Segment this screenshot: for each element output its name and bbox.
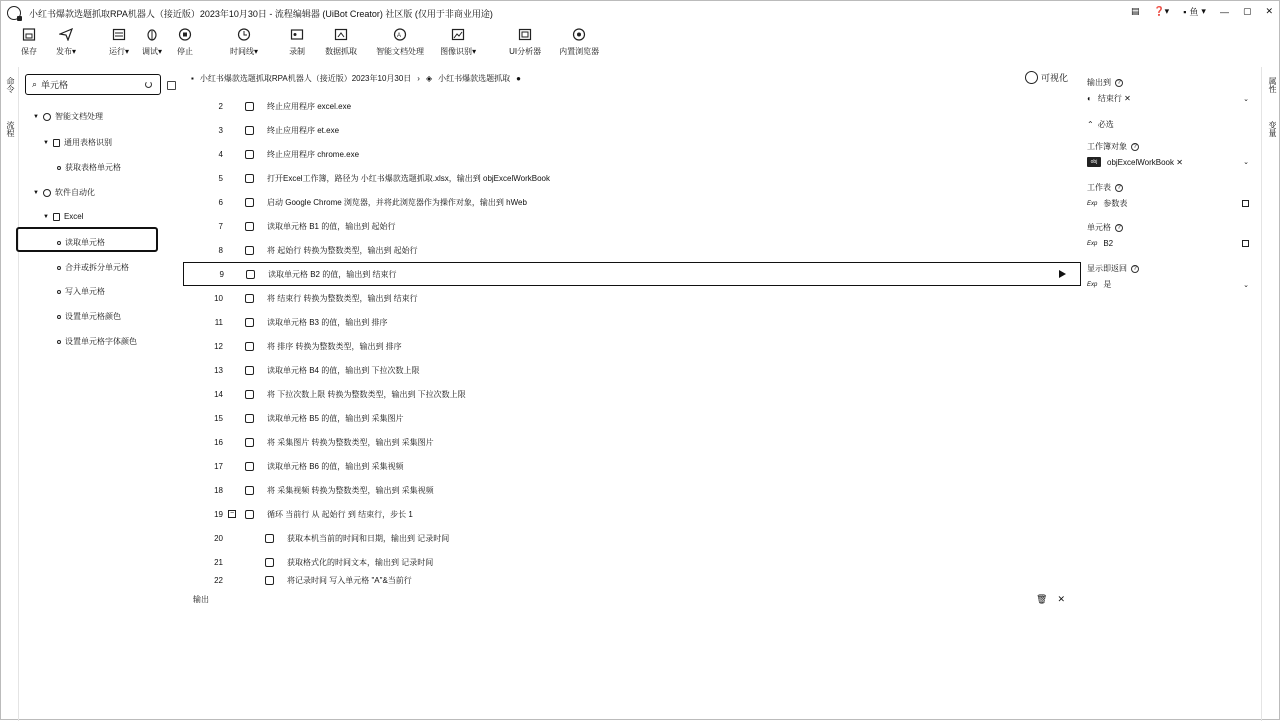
tree-merge-split-cell[interactable]: 合并或拆分单元格 [57, 262, 129, 273]
tree-set-cell-color[interactable]: 设置单元格颜色 [57, 311, 121, 322]
line-number: 22 [214, 575, 223, 585]
command-icon [245, 342, 254, 351]
help-icon[interactable]: ? [1131, 143, 1139, 151]
sheet-field[interactable]: Exp 参数表 [1087, 198, 1249, 209]
line-text: 读取单元格 B2 的值，输出到 结束行 [268, 269, 397, 279]
line-number: 3 [218, 125, 223, 135]
code-line[interactable] [183, 550, 1081, 574]
line-text: 将 采集视频 转换为整数类型，输出到 采集视频 [267, 485, 434, 495]
line-text: 将 采集图片 转换为整数类型，输出到 采集图片 [267, 437, 434, 447]
tree-table-recognition[interactable]: ▼ 通用表格识别 [43, 138, 112, 147]
left-rail [1, 67, 19, 721]
minimize-button[interactable]: — [1219, 6, 1229, 17]
line-number: 11 [214, 317, 223, 327]
line-text: 将记录时间 写入单元格 "A"&当前行 [287, 575, 412, 585]
search-icon: ⌕ [32, 79, 38, 89]
command-icon [245, 246, 254, 255]
automation-icon [43, 189, 51, 197]
table-icon [53, 139, 60, 147]
ui-analyzer-icon [518, 28, 532, 41]
line-text: 终止应用程序 et.exe [267, 125, 340, 135]
line-text: 将 下拉次数上限 转换为整数类型，输出到 下拉次数上限 [267, 389, 466, 399]
line-number: 7 [218, 221, 223, 231]
run-button[interactable]: 运行▾ [109, 25, 129, 57]
help-icon[interactable]: ? [1115, 224, 1123, 232]
code-line[interactable] [183, 286, 1081, 310]
line-number: 4 [218, 149, 223, 159]
line-text: 将 起始行 转换为整数类型，输出到 起始行 [267, 245, 418, 255]
file-icon: ▪ [191, 74, 194, 83]
line-text: 读取单元格 B1 的值，输出到 起始行 [267, 221, 396, 231]
status-dot-icon: ● [516, 74, 521, 83]
image-recognition-button[interactable]: 图像识别▾ [440, 25, 476, 57]
line-number: 9 [219, 269, 224, 279]
uibot-logo-icon [7, 6, 21, 20]
feedback-icon[interactable]: ▤ [1130, 6, 1140, 16]
command-icon [265, 534, 274, 543]
bullet-icon [57, 340, 61, 344]
line-number: 20 [214, 533, 223, 543]
tree-smart-doc[interactable]: ▼ 智能文档处理 [33, 112, 103, 121]
line-text: 读取单元格 B5 的值，输出到 采集图片 [267, 413, 404, 423]
line-text: 读取单元格 B3 的值，输出到 排序 [267, 317, 388, 327]
browser-icon [572, 28, 586, 41]
command-icon [245, 318, 254, 327]
bullet-icon [57, 266, 61, 270]
command-icon [246, 270, 255, 279]
publish-button[interactable]: 发布▾ [56, 25, 76, 57]
workbook-label: 工作簿对象 ? [1087, 141, 1139, 152]
breadcrumb-file[interactable]: 小红书爆款选题抓取RPA机器人（接近版）2023年10月30日 [199, 74, 412, 83]
output-panel-header [193, 589, 1073, 609]
line-text: 获取格式化的时间文本，输出到 记录时间 [287, 557, 434, 567]
command-icon [245, 390, 254, 399]
cell-field[interactable]: Exp B2 [1087, 239, 1249, 248]
help-icon[interactable]: ? [1115, 79, 1123, 87]
line-number: 17 [214, 461, 223, 471]
chevron-down-icon[interactable]: ⌄ [1243, 95, 1249, 103]
line-number: 19 [214, 509, 223, 519]
line-text: 终止应用程序 chrome.exe [267, 149, 360, 159]
data-grab-icon [334, 28, 348, 41]
loading-icon [145, 81, 152, 88]
line-number: 13 [214, 365, 223, 375]
workbook-field[interactable]: obj objExcelWorkBook ✕ ⌄ [1087, 157, 1249, 167]
excel-object-icon: obj [1087, 157, 1101, 167]
bullet-icon [57, 315, 61, 319]
line-number: 5 [218, 173, 223, 183]
code-line[interactable] [183, 334, 1081, 358]
flow-tab[interactable]: 流程 [6, 121, 15, 137]
bullet-icon [57, 241, 61, 245]
tree-excel[interactable]: ▼ Excel [43, 212, 84, 221]
line-text: 读取单元格 B6 的值，输出到 采集视频 [267, 461, 404, 471]
line-number: 14 [214, 389, 223, 399]
code-line[interactable] [183, 166, 1081, 190]
ai-doc-icon [43, 113, 51, 121]
line-text: 读取单元格 B4 的值，输出到 下拉次数上限 [267, 365, 420, 375]
smart-doc-button[interactable]: A 智能文档处理 [376, 25, 424, 57]
tree-software-automation[interactable]: ▼ 软件自动化 [33, 188, 95, 197]
cell-label: 单元格 ? [1087, 222, 1123, 233]
command-icon [245, 366, 254, 375]
variables-tab[interactable]: 变量 [1268, 121, 1277, 137]
bug-icon [145, 28, 159, 41]
stop-button[interactable]: 停止 [177, 25, 193, 57]
code-line[interactable] [183, 238, 1081, 262]
tree-write-cell[interactable]: 写入单元格 [57, 286, 105, 297]
code-line[interactable] [183, 502, 1081, 526]
command-icon [245, 510, 254, 519]
builtin-browser-button[interactable]: 内置浏览器 [559, 25, 599, 57]
save-icon [22, 28, 36, 41]
data-grab-button[interactable]: 数据抓取 [325, 25, 357, 57]
help-icon[interactable]: ? [1131, 265, 1139, 273]
code-line[interactable] [183, 190, 1081, 214]
line-number: 12 [214, 341, 223, 351]
flow-block-icon: ◈ [425, 74, 433, 83]
code-line[interactable] [183, 262, 1081, 286]
chevron-down-icon[interactable]: ⌄ [1243, 159, 1249, 166]
window-title: 小红书爆款选题抓取RPA机器人（接近版）2023年10月30日 - 流程编辑器 (UiBot Creator) 社区版 (仅用于非商业用途) [29, 8, 493, 19]
line-number: 16 [214, 437, 223, 447]
search-input[interactable]: 单元格 [41, 80, 69, 90]
code-line[interactable] [183, 142, 1081, 166]
expression-tag: Exp [1087, 200, 1098, 207]
clock-icon [237, 28, 251, 41]
close-button[interactable]: ✕ [1265, 6, 1273, 16]
commands-tab[interactable]: 命令 [6, 77, 15, 93]
record-button[interactable]: 录制 [289, 25, 305, 57]
svg-text:A: A [397, 33, 402, 39]
command-icon [245, 294, 254, 303]
bullet-icon [57, 290, 61, 294]
expression-tag: Exp [1087, 281, 1098, 288]
breadcrumb: ▪ 小红书爆款选题抓取RPA机器人（接近版）2023年10月30日 › ◈ 小红书爆款选题抓取 ● [191, 74, 521, 83]
close-output-icon[interactable]: ✕ [1057, 593, 1065, 604]
flow-editor [183, 67, 1081, 721]
expression-tag: Exp [1087, 240, 1098, 247]
command-icon [245, 198, 254, 207]
clear-icon[interactable]: 🗑 [1036, 593, 1048, 604]
image-icon [451, 28, 465, 41]
toggle-icon [1025, 71, 1038, 84]
run-icon [112, 28, 126, 41]
help-icon[interactable]: ? [1115, 184, 1123, 192]
visual-toggle[interactable]: 可视化 [1025, 71, 1068, 84]
line-text: 将 结束行 转换为整数类型，输出到 结束行 [267, 293, 418, 303]
code-line[interactable] [183, 430, 1081, 454]
tree-set-cell-font-color[interactable]: 设置单元格字体颜色 [57, 336, 137, 347]
run-line-icon[interactable] [1059, 270, 1066, 278]
line-text: 打开Excel工作簿，路径为 小红书爆款选题抓取.xlsx，输出到 objExcelWorkBook [267, 173, 550, 183]
line-number: 18 [214, 485, 223, 495]
stop-icon [178, 28, 192, 41]
properties-tab[interactable]: 属性 [1268, 77, 1277, 93]
tree-read-cell[interactable]: 读取单元格 [57, 237, 105, 248]
user-menu[interactable]: ▪ 鱼 ▾ [1183, 6, 1206, 17]
code-line[interactable] [183, 118, 1081, 142]
code-line[interactable] [183, 574, 1081, 586]
collapse-icon[interactable]: − [229, 510, 235, 517]
bullet-icon [57, 166, 61, 170]
output-to-field[interactable]: ◐ 结束行 ✕ ⌄ [1087, 94, 1249, 103]
command-panel [19, 67, 181, 721]
code-line[interactable] [183, 406, 1081, 430]
line-number: 21 [214, 557, 223, 567]
tree-get-table-cell[interactable]: 获取表格单元格 [57, 162, 121, 173]
line-number: 8 [218, 245, 223, 255]
command-icon [245, 462, 254, 471]
command-icon [245, 150, 254, 159]
help-icon[interactable]: ❓▾ [1153, 6, 1170, 16]
command-icon [245, 174, 254, 183]
ui-analyzer-button[interactable]: UI分析器 [509, 25, 541, 57]
title-bar [1, 1, 1280, 25]
line-text: 循环 当前行 从 起始行 到 结束行，步长 1 [267, 509, 413, 519]
command-icon [245, 222, 254, 231]
command-icon [245, 486, 254, 495]
code-line[interactable] [183, 478, 1081, 502]
breadcrumb-flow[interactable]: 小红书爆款选题抓取 [438, 74, 511, 83]
code-line[interactable] [183, 526, 1081, 550]
code-line[interactable] [183, 94, 1081, 118]
line-number: 15 [214, 413, 223, 423]
line-text: 启动 Google Chrome 浏览器，并将此浏览器作为操作对象，输出到 hWeb [267, 197, 527, 207]
toolbar [1, 25, 1280, 67]
properties-panel [1085, 67, 1263, 721]
required-section[interactable]: ⌃ 必选 [1087, 120, 1114, 129]
command-search-box[interactable] [25, 74, 161, 95]
line-text: 获取本机当前的时间和日期，输出到 记录时间 [287, 533, 450, 543]
command-icon [245, 438, 254, 447]
command-icon [265, 558, 274, 567]
command-icon [245, 126, 254, 135]
line-number: 6 [218, 197, 223, 207]
line-number: 2 [218, 101, 223, 111]
command-icon [245, 102, 254, 111]
variable-icon: ◐ [1087, 94, 1092, 103]
timeline-button[interactable]: 时间线▾ [230, 25, 258, 57]
line-text: 终止应用程序 excel.exe [267, 101, 352, 111]
output-label[interactable]: 输出 [193, 594, 209, 604]
line-text: 将 排序 转换为整数类型，输出到 排序 [267, 341, 402, 351]
display-label: 显示即返回 ? [1087, 263, 1139, 274]
line-number: 10 [214, 293, 223, 303]
sheet-label: 工作表 ? [1087, 182, 1123, 193]
code-line[interactable] [183, 382, 1081, 406]
right-rail [1261, 67, 1279, 721]
display-field[interactable]: Exp 是 ⌄ [1087, 280, 1249, 289]
filter-icon[interactable] [167, 81, 176, 90]
code-line[interactable] [183, 214, 1081, 238]
save-button[interactable]: 保存 [21, 25, 37, 57]
output-to-label: 输出到 ? [1087, 77, 1123, 88]
edit-icon[interactable] [1242, 240, 1249, 247]
edit-icon[interactable] [1242, 200, 1249, 207]
code-line[interactable] [183, 310, 1081, 334]
record-icon [290, 28, 304, 41]
maximize-button[interactable]: ▢ [1242, 6, 1252, 16]
excel-icon [53, 213, 60, 221]
ai-doc-icon [393, 28, 407, 41]
send-icon [59, 28, 73, 41]
code-line[interactable] [183, 454, 1081, 478]
command-icon [245, 414, 254, 423]
command-icon [265, 576, 274, 585]
debug-button[interactable]: 调试▾ [142, 25, 162, 57]
chevron-down-icon[interactable]: ⌄ [1243, 281, 1249, 289]
code-line[interactable] [183, 358, 1081, 382]
window-controls [1131, 5, 1273, 18]
